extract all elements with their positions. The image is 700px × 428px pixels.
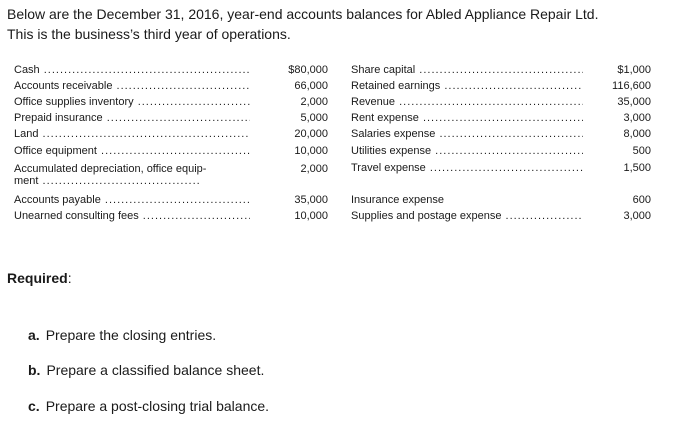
account-row-supplies-postage — [351, 208, 653, 224]
account-amount: 8,000 — [623, 128, 651, 140]
account-label: Travel expense ..... — [351, 160, 583, 176]
account-row-accounts-receivable — [14, 78, 330, 94]
account-row-accumulated-depreciation — [14, 161, 330, 191]
item-letter: c. — [28, 398, 40, 414]
intro-line-1: Below are the December 31, 2016, year-end accounts balances for Abled Appliance Repair Ltd. — [7, 6, 599, 22]
account-row-office-supplies — [14, 94, 330, 110]
account-amount: 35,000 — [617, 96, 651, 108]
account-label: Accounts receivable ..... — [14, 78, 250, 94]
account-row-insurance-expense — [351, 192, 653, 208]
account-label: Land ..... — [14, 126, 250, 142]
account-row-office-equipment — [14, 143, 330, 159]
item-text: Prepare the closing entries. — [45, 327, 217, 343]
account-label: Accounts payable ..... — [14, 192, 250, 208]
account-amount: 10,000 — [294, 210, 328, 222]
intro-line-2: This is the business’s third year of operations. — [7, 26, 291, 42]
account-label: Supplies and postage expense ..... — [351, 208, 583, 224]
account-row-land — [14, 126, 330, 142]
account-label: Unearned consulting fees ..... — [14, 208, 250, 224]
account-amount: $1,000 — [617, 64, 651, 76]
account-row-unearned-fees — [14, 208, 330, 224]
account-label: Cash ..... — [14, 62, 250, 78]
account-label: Utilities expense ..... — [351, 143, 583, 159]
account-amount: $80,000 — [288, 64, 328, 76]
required-item-b — [28, 361, 264, 379]
account-row-rent-expense — [351, 110, 653, 126]
account-amount: 500 — [632, 145, 651, 157]
account-row-travel-expense — [351, 160, 653, 176]
account-amount: 1,500 — [623, 162, 651, 174]
account-label: Retained earnings ..... — [351, 78, 583, 94]
account-row-retained-earnings — [351, 78, 653, 94]
account-amount: 2,000 — [300, 96, 328, 108]
account-amount: 66,000 — [294, 80, 328, 92]
account-row-share-capital — [351, 62, 653, 78]
account-amount: 600 — [632, 194, 651, 206]
required-item-a — [28, 326, 216, 344]
required-item-c — [28, 397, 269, 415]
account-amount: 10,000 — [294, 145, 328, 157]
account-row-prepaid-insurance — [14, 110, 330, 126]
account-row-salaries-expense — [351, 126, 653, 142]
account-row-cash — [14, 62, 330, 78]
required-heading: Required: — [7, 270, 72, 286]
account-label: Revenue ..... — [351, 94, 583, 110]
account-label: Prepaid insurance ..... — [14, 110, 250, 126]
account-amount: 116,600 — [612, 80, 651, 92]
account-row-accounts-payable — [14, 192, 330, 208]
item-letter: a. — [28, 327, 40, 343]
account-amount: 20,000 — [294, 128, 328, 140]
item-text: Prepare a classified balance sheet. — [46, 362, 265, 378]
account-label: Insurance expense — [351, 194, 444, 206]
account-amount: 2,000 — [300, 163, 328, 175]
account-amount: 3,000 — [623, 210, 651, 222]
item-text: Prepare a post-closing trial balance. — [45, 398, 270, 414]
account-amount: 3,000 — [623, 112, 651, 124]
account-row-revenue — [351, 94, 653, 110]
account-label: Office equipment ..... — [14, 143, 250, 159]
account-label: Rent expense ..... — [351, 110, 583, 126]
account-label: Salaries expense ..... — [351, 126, 583, 142]
account-label: Accumulated depreciation, office equip- ment ....................................... — [14, 163, 207, 187]
problem-intro — [7, 4, 693, 44]
account-label: Share capital ..... — [351, 62, 583, 78]
account-row-utilities-expense — [351, 143, 653, 159]
account-amount: 35,000 — [294, 194, 328, 206]
account-label: Office supplies inventory ..... — [14, 94, 250, 110]
account-amount: 5,000 — [300, 112, 328, 124]
item-letter: b. — [28, 362, 41, 378]
